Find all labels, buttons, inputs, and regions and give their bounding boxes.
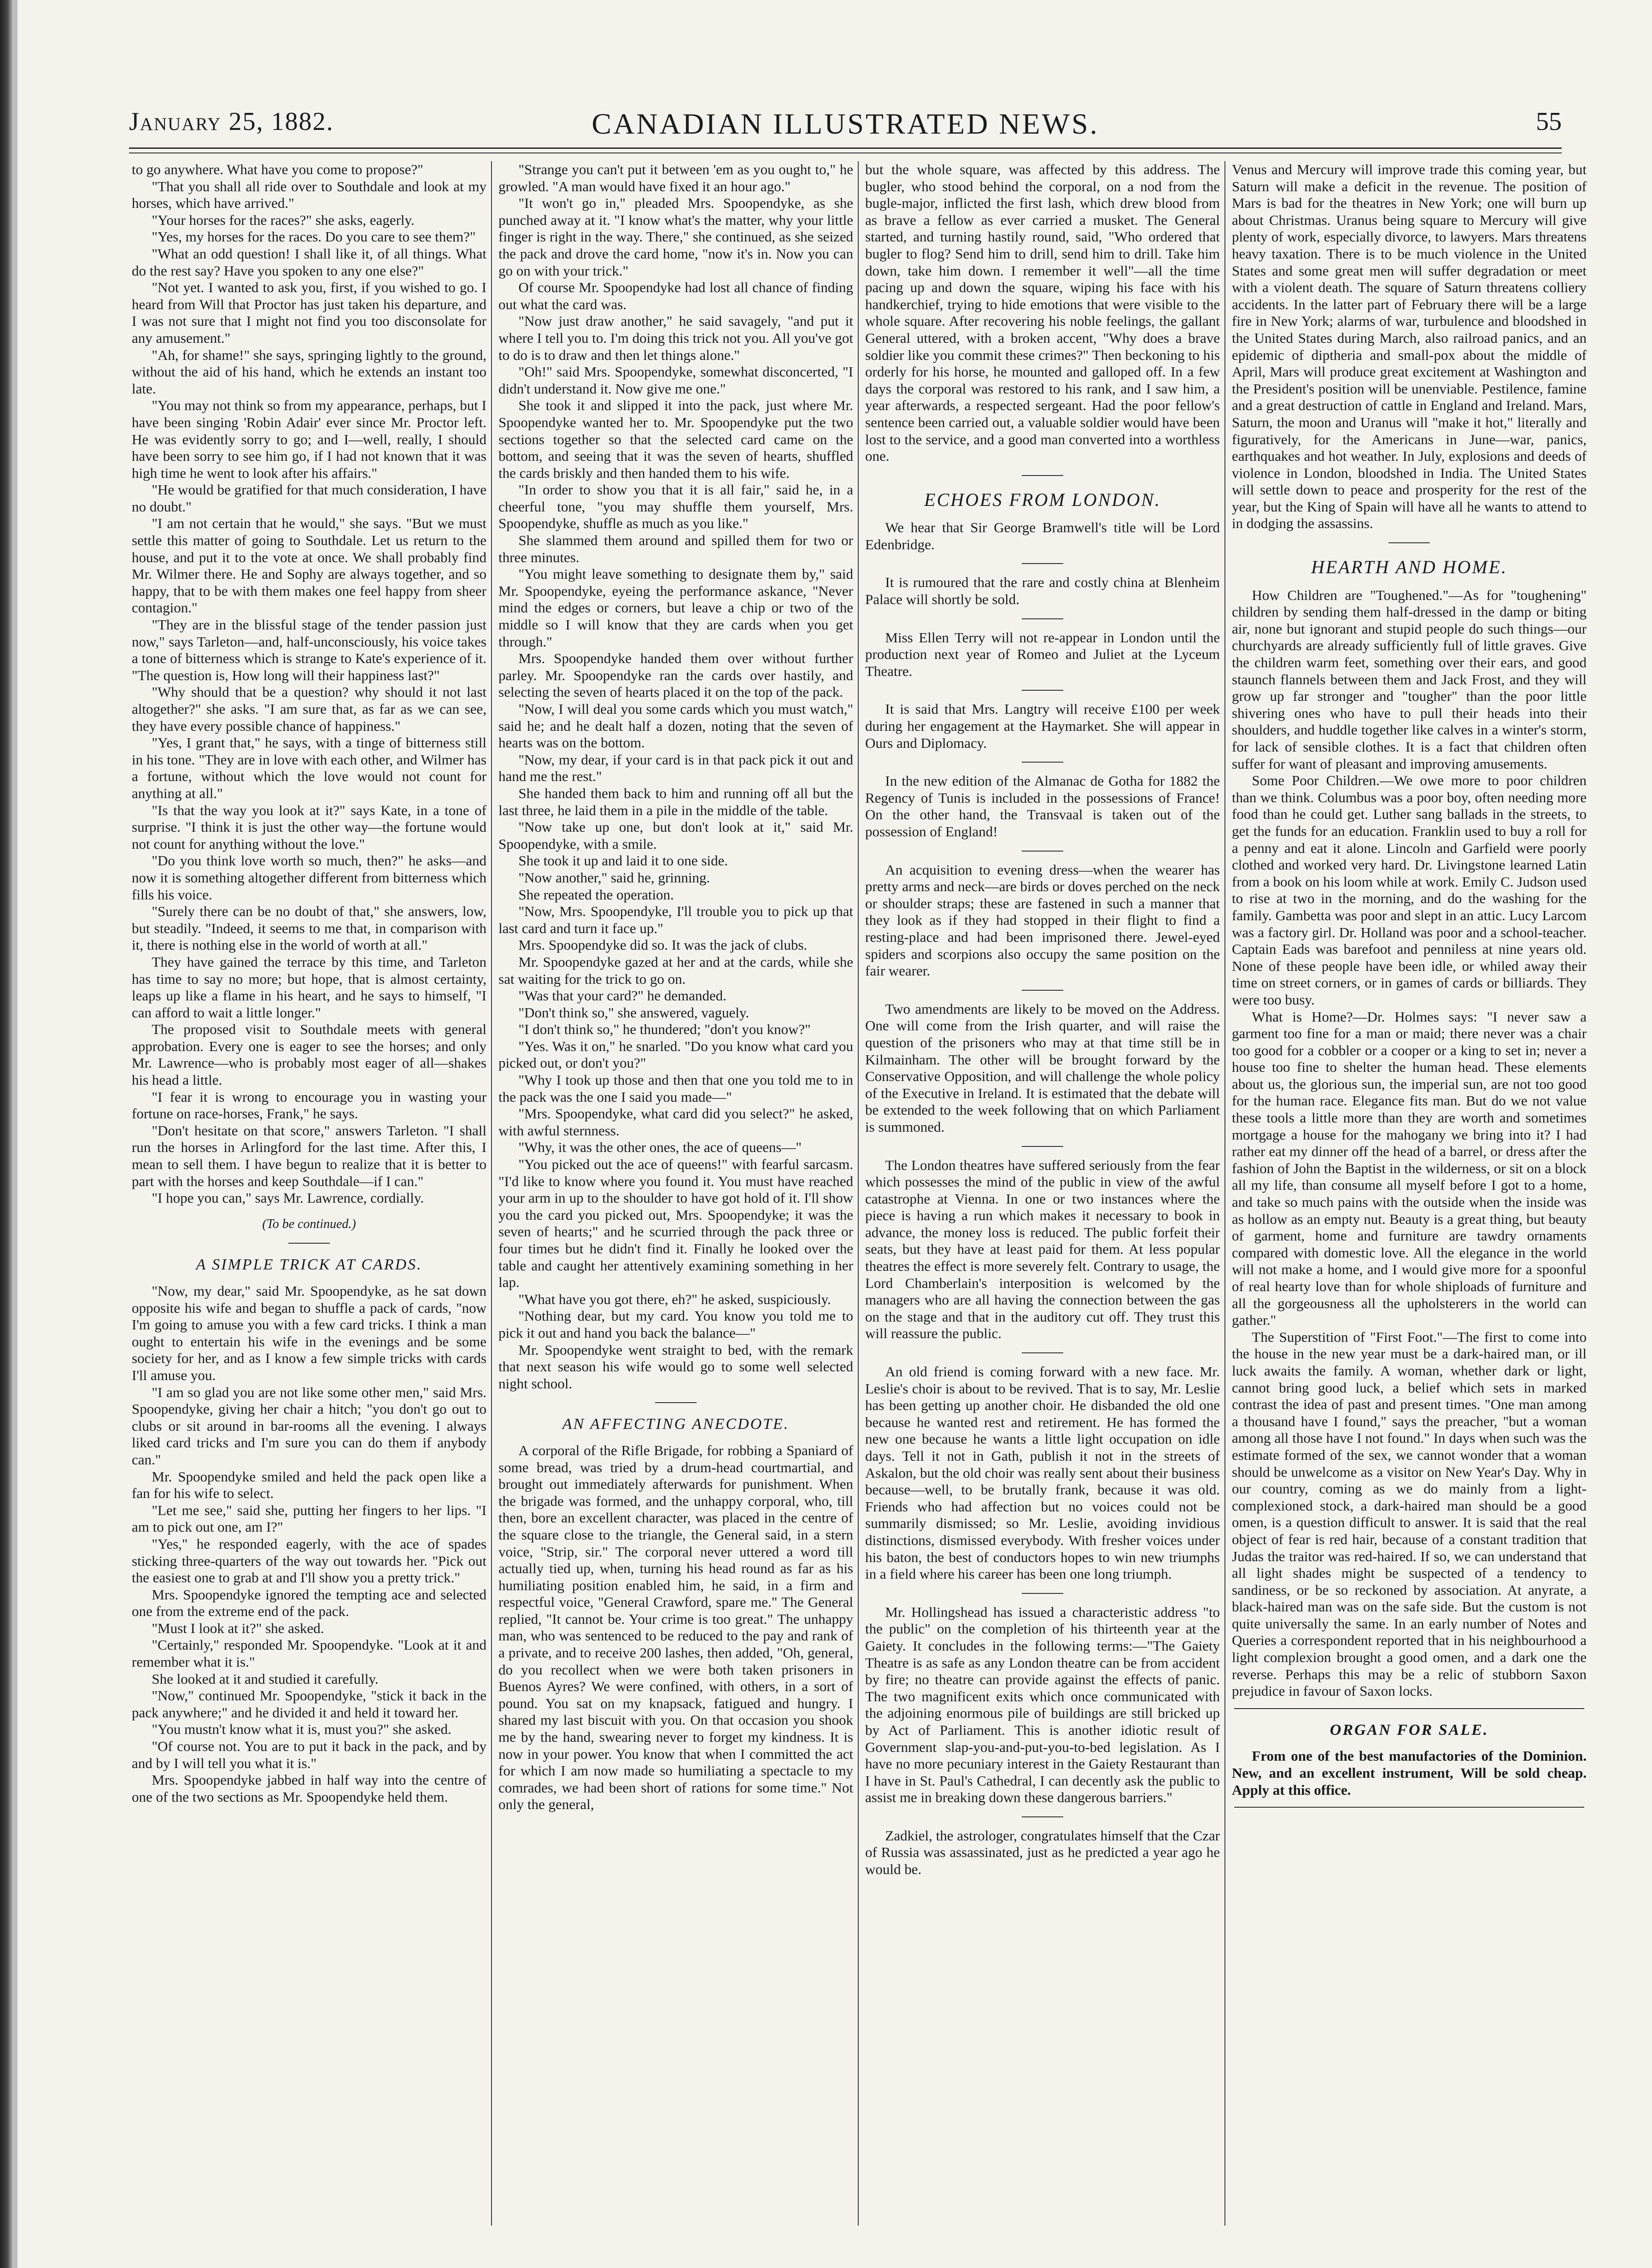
news-item: Two amendments are likely to be moved on the Address. One will come from the Irish quarter, and will raise the question of the prisoners who may at that time still be in Kilmainham. The other will be brought forward by the Conservative Opposition, and will challenge the whole policy of the Executive in Ireland. It is estimated that the debate will be extended to the week following that on which Parliament is summoned. xyxy=(865,1000,1220,1135)
paragraph: Venus and Mercury will improve trade this coming year, but Saturn will make a deficit in the revenue. The position of Mars is bad for the theatres in New York; one will burn up about Christmas. Uranus being square to Mercury will give plenty of work, especially divorce, to lawyers. Mars threatens heavy taxation. There is to be much violence in the United States and some great men will suffer degradation or meet with a violent death. The square of Saturn threatens colliery accidents. In the latter part of February there will be a large fire in New York; alarms of war, turbulence and bloodshed in the United States during March, also railroad panics, and an epidemic of diptheria and small-pox about the middle of April, Mars will produce great excitement at Washington and the President's position will be unenviable. Pestilence, famine and a great destruction of cattle in England and Ireland. Mars, Saturn, the moon and Uranus will "make it hot," literally and figuratively, for the Americans in June—war, panics, earthquakes and hot weather. In July, explosions and deeds of violence in London, bloodshed in India. The United States will settle down to peace and prosperity for the rest of the year, but the King of Spain will have all he wants to attend to in dodging the assassins. xyxy=(1232,161,1587,532)
paragraph: Mrs. Spoopendyke jabbed in half way into the centre of one of the two sections as Mr. Spoopendyke held them. xyxy=(132,1772,486,1805)
column-rule xyxy=(491,161,492,2226)
paragraph: "Now, my dear," said Mr. Spoopendyke, as he sat down opposite his wife and began to shuffle a pack of cards, "now I'm going to amuse you with a few card tricks. I think a man ought to entertain his wife in the evenings and be some society for her, and as I know a few simple tricks with cards I'll amuse you. xyxy=(132,1283,486,1383)
news-item: In the new edition of the Almanac de Gotha for 1882 the Regency of Tunis is included in the possessions of France! On the other hand, the Transvaal is taken out of the possession of England! xyxy=(865,773,1220,840)
advertisement-text: From one of the best manufactories of the Dominion. New, and an excellent instrument, Will be sold cheap. Apply at this office. xyxy=(1232,1748,1587,1798)
paragraph: "That you shall all ride over to Southdale and look at my horses, which have arrived." xyxy=(132,178,486,212)
paragraph: "Is that the way you look at it?" says Kate, in a tone of surprise. "I think it is just the other way—the fortune would not count for anything without the love." xyxy=(132,802,486,852)
paragraph: She took it up and laid it to one side. xyxy=(518,852,728,869)
page-binding-shadow xyxy=(14,0,18,2268)
paragraph: She slammed them around and spilled them for two or three minutes. xyxy=(498,532,853,565)
paragraph: They have gained the terrace by this time, and Tarleton has time to say no more; but hope, that is almost certainty, leaps up like a flame in his heart, and he says to himself, "I can afford to wait a little longer." xyxy=(132,953,486,1021)
news-item: Zadkiel, the astrologer, congratulates himself that the Czar of Russia was assassinated, just as he predicted a year ago he would be. xyxy=(865,1827,1220,1878)
paragraph: Mrs. Spoopendyke ignored the tempting ace and selected one from the extreme end of the pack. xyxy=(132,1586,486,1620)
heading-hearth-and-home: HEARTH AND HOME. xyxy=(1311,557,1508,578)
paragraph: "Don't hesitate on that score," answers Tarleton. "I shall run the horses in Arlingford for the last time. After this, I mean to sell them. I have begun to realize that it is better to part with the horses and keep Southdale—if I can." xyxy=(132,1122,486,1189)
paragraph: "Certainly," responded Mr. Spoopendyke. "Look at it and remember what it is." xyxy=(132,1637,486,1670)
item-divider xyxy=(1022,1146,1063,1147)
paragraph: "What have you got there, eh?" he asked, suspiciously. xyxy=(518,1291,831,1307)
news-item: Miss Ellen Terry will not re-appear in London until the production next year of Romeo and Juliet at the Lyceum Theatre. xyxy=(865,629,1220,679)
article-affecting-anecdote xyxy=(498,1442,853,1813)
issue-date: January 25, 1882. xyxy=(129,107,334,136)
article-hearth-and-home xyxy=(1232,587,1587,1700)
section-divider xyxy=(1022,475,1063,476)
newspaper-title: CANADIAN ILLUSTRATED NEWS. xyxy=(592,107,1099,140)
page-number: 55 xyxy=(1536,107,1562,136)
paragraph: "Surely there can be no doubt of that," she answers, low, but steadily. "Indeed, it seems to me that, in comparison with it, there is nothing else in the world of worth at all." xyxy=(132,903,486,953)
news-item: An acquisition to evening dress—when the wearer has pretty arms and neck—are birds or doves perched on the neck or shoulder straps; these are fastened in such a manner that they look as if they had stopped in their flight to find a resting-place and had been imprisoned there. Jewel-eyed spiders and scorpions also occupy the same position on the fair wearer. xyxy=(865,861,1220,979)
paragraph: She handed them back to him and running off all but the last three, he laid them in a pile in the middle of the table. xyxy=(498,785,853,818)
paragraph: Mr. Spoopendyke went straight to bed, with the remark that next season his wife would go to some well selected night school. xyxy=(498,1341,853,1392)
paragraph: "Yes, my horses for the races. Do you care to see them?" xyxy=(152,229,476,245)
heading-card-trick: A SIMPLE TRICK AT CARDS. xyxy=(196,1256,422,1274)
news-item: Mr. Hollingshead has issued a characteristic address "to the public" on the completion of his thirteenth year at the Gaiety. It concludes in the following terms:—"The Gaiety Theatre is as safe as any London theatre can be from accident by fire; no theatre can provide against the effects of panic. The two magnificent exits which once communicated with the adjoining enormous pile of buildings are still bricked up by Act of Parliament. This is another idiotic result of Government slap-you-and-put-you-to-bed legislation. As I have no more pecuniary interest in the Gaiety Restaurant than I have in St. Paul's Cathedral, I can decently ask the public to assist me in breaking down these dangerous barriers." xyxy=(865,1604,1220,1806)
paragraph: "Was that your card?" he demanded. xyxy=(518,987,726,1004)
advert-rule xyxy=(1234,1708,1584,1709)
article-card-trick-continued xyxy=(498,161,853,1392)
paragraph: The proposed visit to Southdale meets with general approbation. Every one is eager to see the horses; and only Mr. Lawrence—who is probably most eager of all—shakes his head a little. xyxy=(132,1021,486,1088)
paragraph: She took it and slipped it into the pack, just where Mr. Spoopendyke wanted her to. Mr. Spoopendyke put the two sections together so that the selected card came on the bottom, and seeing that it was the seven of hearts, shuffled the cards briskly and then handed them to his wife. xyxy=(498,397,853,481)
item-divider xyxy=(1022,1352,1063,1353)
paragraph: "Ah, for shame!" she says, springing lightly to the ground, without the aid of his hand, which he extends an instant too late. xyxy=(132,347,486,397)
paragraph: "I don't think so," he thundered; "don't you know?" xyxy=(518,1021,811,1038)
paragraph: "Now," continued Mr. Spoopendyke, "stick it back in the pack anywhere;" and he divided it and held it toward her. xyxy=(132,1687,486,1721)
paragraph: "Yes. Was it on," he snarled. "Do you know what card you picked out, or don't you?" xyxy=(498,1038,853,1071)
paragraph: "You might leave something to designate them by," said Mr. Spoopendyke, eyeing the performance askance, "Never mind the edges or corners, but leave a chip or two of the middle so I will know that they are cards when you get through." xyxy=(498,566,853,650)
paragraph: "Oh!" said Mrs. Spoopendyke, somewhat disconcerted, "I didn't understand it. Now give me one." xyxy=(498,364,853,397)
paragraph: "In order to show you that it is all fair," said he, in a cheerful tone, "you may shuffle them yourself, Mrs. Spoopendyke, shuffle as much as you like." xyxy=(498,482,853,532)
paragraph: "You mustn't know what it is, must you?" she asked. xyxy=(152,1721,451,1738)
news-item: How Children are "Toughened."—As for "toughening" children by sending them half-dressed in the damp or biting air, none but ignorant and stupid people do such things—our churchyards are already sufficiently full of little graves. Give the children warm feet, something over their ears, and good staunch flannels between them and Jack Frost, and they will grow up far stronger and "tougher" than the poor little shivering ones who have to pull their heads into their shoulders, and huddle together like calves in a winter's storm, for lack of sensible clothes. It is a fact that children often suffer for want of pleasant and improving amusements. xyxy=(1232,587,1587,772)
article-affecting-anecdote-continued xyxy=(865,161,1220,465)
paragraph: "Your horses for the races?" she asks, eagerly. xyxy=(152,212,415,228)
item-divider xyxy=(1022,563,1063,564)
to-be-continued: (To be continued.) xyxy=(262,1216,356,1231)
item-divider xyxy=(1022,1816,1063,1817)
paragraph: "I hope you can," says Mr. Lawrence, cordially. xyxy=(152,1190,424,1206)
paragraph: "He would be gratified for that much consideration, I have no doubt." xyxy=(132,482,486,515)
column-rule xyxy=(1224,161,1225,2226)
section-divider xyxy=(655,1402,697,1403)
news-item: An old friend is coming forward with a new face. Mr. Leslie's choir is about to be revived. That is to say, Mr. Leslie has been getting up another choir. He disbanded the old one because he wanted rest and retirement. He has formed the new one because he wants a little light occupation on idle days. Tell it not in Gath, publish it not in the streets of Askalon, but the old choir was really sent about their business because—well, to be brutally frank, because it was old. Friends who had affection but no voices could not be summarily dismissed; so Mr. Leslie, avoiding invidious distinctions, dismissed everybody. With fresher voices under his baton, the best of conductors hopes to win new triumphs in a field where his career has been one long triumph. xyxy=(865,1363,1220,1582)
paragraph: A corporal of the Rifle Brigade, for robbing a Spaniard of some bread, was tried by a drum-head courtmartial, and brought out immediately afterwards for punishment. When the brigade was formed, and the unhappy corporal, who, till then, bore an excellent character, was placed in the centre of the square close to the triangle, the General said, in a stern voice, "Strip, sir." The corporal never uttered a word till actually tied up, when, turning his head round as far as his humiliating position enabled him, he said, in a firm and respectful voice, "General Crawford, spare me." The General replied, "It cannot be. Your crime is too great." The unhappy man, who was sentenced to be reduced to the pay and rank of a private, and to receive 200 lashes, then added, "Oh, general, do you recollect when we were both taken prisoners in Buenos Ayres? We were confined, with others, in a sort of pound. You sat on my knapsack, fatigued and hungry. I shared my last biscuit with you. On that occasion you shook me by the hand, swearing never to forget my kindness. It is now in your power. You know that when I committed the act for which I am now made so humiliating a spectacle to my comrades, we had been short of rations for some time." Not only the general, xyxy=(498,1442,853,1813)
news-item: What is Home?—Dr. Holmes says: "I never saw a garment too fine for a man or maid; there never was a chair too good for a cobbler or a cooper or a king to set in; never a house too fine to shelter the human head. These elements about us, the glorious sun, the imperial sun, are not too good for the human race. Elegance fits man. But do we not value these tools a little more than they are worth and sometimes mortgage a house for the mahogany we bring into it? I had rather eat my dinner off the head of a barrel, or dress after the fashion of John the Baptist in the wilderness, or sit on a block all my life, than consume all myself before I got to a home, and take so much pains with the outside when the inside was as hollow as an empty nut. Beauty is a great thing, but beauty of garment, home and furniture are tawdry ornaments compared with domestic love. All the elegance in the world will not make a home, and I would give more for a spoonful of real hearty love than for whole shiploads of furniture and all the gorgeousness all the upholsterers in the world can gather." xyxy=(1232,1008,1587,1328)
paragraph: "Not yet. I wanted to ask you, first, if you wished to go. I heard from Will that Proctor has just taken his departure, and I was not sure that I might not find you too disconsolate for any amusement." xyxy=(132,279,486,346)
news-item: It is said that Mrs. Langtry will receive £100 per week during her engagement at the Haymarket. She will appear in Ours and Diplomacy. xyxy=(865,701,1220,751)
paragraph: "I am not certain that he would," she says. "But we must settle this matter of going to Southdale. Let us return to the house, and put it to the vote at once. We shall probably find Mr. Wilmer there. He and Sophy are always together, and so happy, that to be with them makes one feel happy from sheer contagion." xyxy=(132,515,486,616)
paragraph: "You may not think so from my appearance, perhaps, but I have been singing 'Robin Adair' ever since Mr. Proctor left. He was evidently sorry to go; and I—well, really, I should have been sorry to see him go, if I had not known that it was high time he went to look after his affairs." xyxy=(132,397,486,481)
item-divider xyxy=(1022,762,1063,763)
news-item: We hear that Sir George Bramwell's title will be Lord Edenbridge. xyxy=(865,519,1220,552)
paragraph: "Let me see," said she, putting her fingers to her lips. "I am to pick out one, am I?" xyxy=(132,1502,486,1535)
item-divider xyxy=(1022,990,1063,991)
article-card-trick xyxy=(132,1283,486,1805)
heading-affecting-anecdote: AN AFFECTING ANECDOTE. xyxy=(562,1416,790,1433)
section-divider xyxy=(288,1243,330,1244)
heading-organ-for-sale: ORGAN FOR SALE. xyxy=(1330,1721,1489,1739)
heading-echoes-from-london: ECHOES FROM LONDON. xyxy=(924,489,1161,510)
paragraph: "Of course not. You are to put it back in the pack, and by and by I will tell you what it is." xyxy=(132,1738,486,1771)
paragraph: "Nothing dear, but my card. You know you told me to pick it out and hand you back the balance—" xyxy=(498,1308,853,1341)
masthead-rule xyxy=(129,147,1562,153)
paragraph: "Why I took up those and then that one you told me to in the pack was the one I said you made—" xyxy=(498,1072,853,1105)
paragraph: "Do you think love worth so much, then?" he asks—and now it is something altogether different from bitterness which fills his voice. xyxy=(132,852,486,903)
paragraph: "Mrs. Spoopendyke, what card did you select?" he asked, with awful sternness. xyxy=(498,1105,853,1139)
column-3 xyxy=(865,161,1220,2226)
paragraph: "What an odd question! I shall like it, of all things. What do the rest say? Have you spoken to any one else?" xyxy=(132,245,486,279)
item-divider xyxy=(1022,1593,1063,1594)
paragraph: Mrs. Spoopendyke did so. It was the jack of clubs. xyxy=(518,937,808,953)
paragraph: "Why, it was the other ones, the ace of queens—" xyxy=(518,1139,802,1156)
article-zadkiel-continued xyxy=(1232,161,1587,532)
paragraph: "Yes, I grant that," he says, with a tinge of bitterness still in his tone. "They are in love with each other, and Wilmer has a fortune, without which the love would not count for anything at all." xyxy=(132,734,486,801)
paragraph: She looked at it and studied it carefully. xyxy=(152,1670,379,1687)
paragraph: "Now, I will deal you some cards which you must watch," said he; and he dealt half a dozen, noting that the seven of hearts was on the bottom. xyxy=(498,701,853,751)
paragraph: "You picked out the ace of queens!" with fearful sarcasm. "I'd like to know where you found it. You must have reached your arm in up to the shoulder to have got hold of it. I'll show you the card you picked out, Mrs. Spoopendyke; it was the seven of hearts;" and he scurried through the pack three or four times but he didn't find it. Finally he looked over the table and caught her attentively examining something in her lap. xyxy=(498,1156,853,1291)
masthead xyxy=(129,107,1562,144)
section-divider xyxy=(1388,542,1430,543)
paragraph: Of course Mr. Spoopendyke had lost all chance of finding out what the card was. xyxy=(498,279,853,312)
paragraph: Mrs. Spoopendyke handed them over without further parley. Mr. Spoopendyke ran the cards over hastily, and selecting the seven of hearts placed it on the top of the pack. xyxy=(498,650,853,700)
column-2 xyxy=(498,161,853,2226)
news-item: The Superstition of "First Foot."—The first to come into the house in the new year must be a dark-haired man, or ill luck awaits the family. A woman, whether dark or light, cannot bring good luck, a belief which sets in marked contrast the idea of past and present times. "One man among a thousand have I found," says the preacher, "but a woman among all those have I not found." In days when such was the estimate formed of the sex, we cannot wonder that a woman should be unwelcome as a visitor on New Year's Day. Why in our country, coming as we do mainly from a light-complexioned stock, a dark-haired man should be a good omen, is a question difficult to answer. It is said that the real object of fear is red hair, because of a constant tradition that Judas the traitor was red-haired. If so, we can understand that all light shades might be suspected of a tendency to sandiness, or be so reckoned by association. At anyrate, a black-haired man was on the safe side. But the custom is not quite universally the same. In an early number of Notes and Queries a correspondent reported that in his neighbourhood a light complexion brought a good omen, and a dark one the reverse. Perhaps this may be a relic of stubborn Saxon prejudice in favour of Saxon locks. xyxy=(1232,1328,1587,1699)
paragraph: "Why should that be a question? why should it not last altogether?" she asks. "I am sure that, as far as we can see, they have every possible chance of happiness." xyxy=(132,684,486,734)
paragraph: "Now, my dear, if your card is in that pack pick it out and hand me the rest." xyxy=(498,751,853,785)
news-item: It is rumoured that the rare and costly china at Blenheim Palace will shortly be sold. xyxy=(865,574,1220,608)
paragraph: "I fear it is wrong to encourage you in wasting your fortune on race-horses, Frank," he says. xyxy=(132,1088,486,1122)
paragraph: "Don't think so," she answered, vaguely. xyxy=(518,1004,750,1021)
paragraph: "They are in the blissful stage of the tender passion just now," says Tarleton—and, half-unconsciously, his voice takes a tone of bitterness which is strange to Kate's experience of it. "The question is, How long will their happiness last?" xyxy=(132,617,486,683)
paragraph: but the whole square, was affected by this address. The bugler, who stood behind the corporal, on a nod from the bugle-major, inflicted the first lash, which drew blood from as brave a fellow as ever carried a musket. The General started, and turning hastily round, said, "Who ordered that bugler to flog? Send him to drill, send him to drill. Take him down, take him down. I remember it well"—all the time pacing up and down the square, wiping his face with his handkerchief, trying to hide emotions that were visible to the whole square. After recovering his noble feelings, the gallant General uttered, with a broken accent, "Why does a brave soldier like you commit these crimes?" Then beckoning to his orderly for his horse, he mounted and galloped off. In a few days the corporal was restored to his rank, and I saw him, a year afterwards, a respected sergeant. Had the poor fellow's sentence been carried out, a valuable soldier would have been lost to the service, and a good man converted into a worthless one. xyxy=(865,161,1220,464)
advert-rule xyxy=(1234,1807,1584,1808)
paragraph: "Now take up one, but don't look at it," said Mr. Spoopendyke, with a smile. xyxy=(498,819,853,852)
paragraph: Mr. Spoopendyke smiled and held the pack open like a fan for his wife to select. xyxy=(132,1468,486,1502)
paragraph: She repeated the operation. xyxy=(518,886,674,903)
serial-story xyxy=(132,161,486,1233)
page-binding-edge xyxy=(0,0,14,2268)
paragraph: "Now another," said he, grinning. xyxy=(518,869,710,886)
column-4 xyxy=(1232,161,1587,2226)
paragraph: "Must I look at it?" she asked. xyxy=(152,1620,324,1636)
paragraph: "It won't go in," pleaded Mrs. Spoopendyke, as she punched away at it. "I know what's the matter, why your little finger is right in the way. There," she continued, as she seized the pack and drove the card home, "now it's in. Now you can go on with your trick." xyxy=(498,195,853,279)
paragraph: Mr. Spoopendyke gazed at her and at the cards, while she sat waiting for the trick to go on. xyxy=(498,953,853,987)
paragraph: "I am so glad you are not like some other men," said Mrs. Spoopendyke, giving her chair a hitch; "you don't go out to clubs or sit around in bar-rooms all the evening. I always liked card tricks and I'm sure you can do them if anybody can." xyxy=(132,1384,486,1468)
column-rule xyxy=(858,161,859,2226)
paragraph: "Now just draw another," he said savagely, "and put it where I tell you to. I'm doing this trick not you. All you've got to do is to draw and then let things alone." xyxy=(498,313,853,363)
column-1 xyxy=(132,161,486,2226)
article-echoes-from-london xyxy=(865,519,1220,1878)
news-item: The London theatres have suffered seriously from the fear which possesses the mind of the public in view of the awful catastrophe at Vienna. In one or two instances where the piece is having a run which makes it necessary to book in advance, the money loss is reduced. The public forfeit their seats, but they have at least paid for them. At less popular theatres the effect is more severely felt. Contrary to usage, the Lord Chamberlain's interposition is welcomed by the managers who are all having the connection between the gas on the stage and that in the auditory cut off. They trust this will reassure the public. xyxy=(865,1157,1220,1342)
news-item: Some Poor Children.—We owe more to poor children than we think. Columbus was a poor boy, often needing more food than he could get. Luther sang ballads in the streets, to get the funds for an education. Franklin used to buy a roll for a penny and eat it alone. Lincoln and Garfield were poorly clothed and worked very hard. Dr. Livingstone learned Latin from a book on his loom while at work. Emily C. Judson used to rise at two in the morning, and do the washing for the family. Gambetta was poor and slept in an attic. Lucy Larcom was a factory girl. Dr. Holland was poor and a school-teacher. Captain Eads was barefoot and penniless at nine years old. None of these people have been idle, or whiled away their time on street corners, or in games of cards or billiards. They were too busy. xyxy=(1232,772,1587,1008)
paragraph: "Now, Mrs. Spoopendyke, I'll trouble you to pick up that last card and turn it face up." xyxy=(498,903,853,936)
item-divider xyxy=(1022,851,1063,852)
paragraph: "Strange you can't put it between 'em as you ought to," he growled. "A man would have fixed it an hour ago." xyxy=(498,161,853,194)
paragraph: "Yes," he responded eagerly, with the ace of spades sticking three-quarters of the way out towards her. "Pick out the easiest one to grab at and I'll show you a pretty trick." xyxy=(132,1535,486,1586)
item-divider xyxy=(1022,618,1063,619)
item-divider xyxy=(1022,690,1063,691)
paragraph: to go anywhere. What have you come to propose?" xyxy=(132,161,423,177)
